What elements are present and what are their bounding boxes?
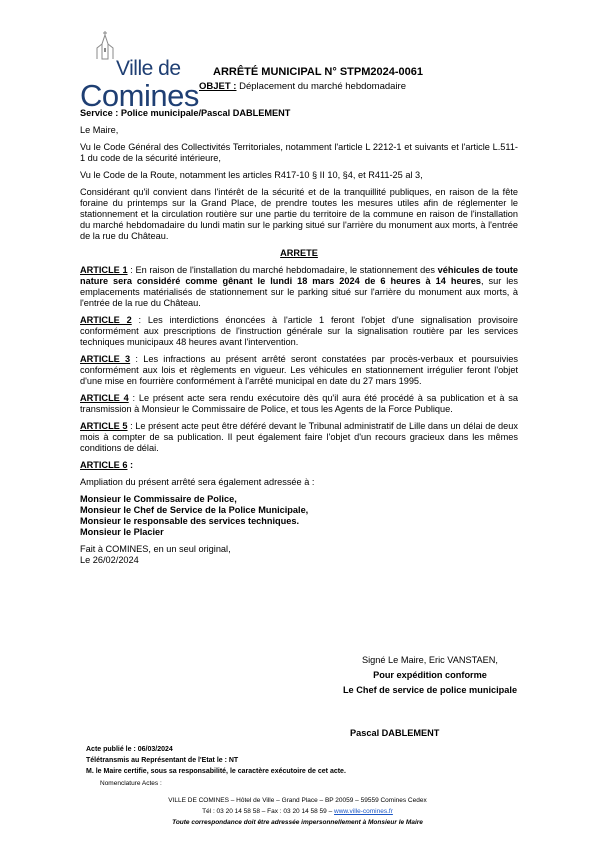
article-5-label: ARTICLE 5	[80, 421, 128, 431]
article-1	[80, 265, 518, 309]
decree-subject	[199, 81, 406, 92]
article-6-label: ARTICLE 6	[80, 460, 128, 470]
recipient-item: Monsieur le Placier	[80, 527, 164, 537]
footer-note: Toute correspondance doit être adressée impersonnellement à Monsieur le Maire	[172, 819, 423, 826]
article-1-text-a: : En raison de l'installation du marché hebdomadaire, le stationnement des	[127, 265, 438, 275]
publication-date: Acte publié le : 06/03/2024	[86, 746, 173, 753]
signatory-name: Pascal DABLEMENT	[350, 728, 440, 738]
article-3-label: ARTICLE 3	[80, 354, 131, 364]
logo-text-ville: Ville de	[116, 57, 181, 80]
arrete-heading: ARRETE	[280, 248, 318, 258]
service-line: Service : Police municipale/Pascal DABLEMENT	[80, 108, 291, 118]
signature-mayor: Signé Le Maire, Eric VANSTAEN,	[362, 655, 498, 665]
nomenclature-line: Nomenclature Actes :	[100, 780, 162, 787]
article-6-text: :	[127, 460, 134, 470]
article-4-text: : Le présent acte sera rendu exécutoire dès qu'il aura été procédé à sa publication et à sa transmission à Monsieur le Commissaire de Police, et tous les Agents de la Force Publique.	[80, 393, 518, 414]
subject-text: Déplacement du marché hebdomadaire	[236, 81, 406, 92]
certification-line: M. le Maire certifie, sous sa responsabilité, le caractère exécutoire de cet acte.	[86, 768, 346, 775]
logo-text-comines: Comines	[80, 78, 199, 113]
church-icon	[94, 30, 116, 60]
footer-website-link[interactable]: www.ville-comines.fr	[334, 808, 393, 815]
recipient-item: Monsieur le responsable des services techniques.	[80, 516, 300, 526]
footer-address: VILLE DE COMINES – Hôtel de Ville – Grand Place – BP 20059 – 59559 Comines Cedex	[168, 797, 427, 804]
legal-basis-1: Vu le Code Général des Collectivités Territoriales, notamment l'article L 2212-1 et suivants et l'article L.511-1 du code de la sécurité intérieure,	[80, 142, 518, 163]
decree-title: ARRÊTÉ MUNICIPAL N° STPM2024-0061	[213, 66, 423, 78]
transmission-line: Télétransmis au Représentant de l'Etat le : NT	[86, 757, 239, 764]
decree-date: Le 26/02/2024	[80, 555, 139, 565]
recipient-item: Monsieur le Commissaire de Police,	[80, 494, 237, 504]
mayor-line: Le Maire,	[80, 125, 119, 135]
article-3-text: : Les infractions au présent arrêté seront constatées par procès-verbaux et poursuivies conformément aux lois et règlements en vigueur. Les véhicules en stationnement irrégulier feront l'objet d'une mise en fourrière conformément à l'arrêté municipal en date du 27 mars 1995.	[80, 354, 518, 386]
recipient-list	[80, 494, 518, 538]
article-1-text-b: , sur les emplacements matérialisés de stationnement sur le parking situé sur l'arrière du monument aux morts, à l'entrée de la rue du Château.	[80, 276, 518, 308]
legal-basis-2: Vu le Code de la Route, notamment les articles R417-10 § II 10, §4, et R411-25 al 3,	[80, 170, 423, 180]
footer-contact	[70, 808, 525, 815]
article-5	[80, 421, 518, 454]
article-1-text-bold: véhicules de toute nature sera considéré comme gênant le lundi 18 mars 2024 de 6 heures à 14 heures	[80, 265, 518, 286]
article-4-label: ARTICLE 4	[80, 393, 129, 403]
city-logo	[80, 30, 199, 113]
decree-body	[80, 108, 518, 566]
signature-conformity: Pour expédition conforme	[373, 670, 487, 680]
article-2-text: : Les interdictions énoncées à l'article 1 feront l'objet d'une signalisation provisoire conformément aux prescriptions de l'instruction générale sur la signalisation routière par les services techniques municipaux 48 heures avant l'intervention.	[80, 315, 518, 347]
article-1-label: ARTICLE 1	[80, 265, 128, 275]
article-2	[80, 315, 518, 348]
signature-chief-title: Le Chef de service de police municipale	[342, 685, 518, 695]
article-5-text: : Le présent acte peut être déféré devant le Tribunal administratif de Lille dans un délai de deux mois à compter de sa publication. Il peut également faire l'objet d'un recours gracieux dans les mêmes conditions de délai.	[80, 421, 518, 453]
recipient-item: Monsieur le Chef de Service de la Police Municipale,	[80, 505, 309, 515]
article-6	[80, 460, 518, 471]
subject-label: OBJET :	[199, 81, 237, 92]
considerant-paragraph: Considérant qu'il convient dans l'intérêt de la sécurité et de la tranquillité publiques, en raison de la fête foraine du printemps sur la Grand Place, de prendre toutes les mesures utiles afin de réglementer le stationnement et la circulation routière sur une partie du territoire de la commune en raison de l'installation du marché hebdomadaire du lundi matin sur le parking situé sur l'arrière du monument aux morts, à l'entrée de la rue du Château.	[80, 187, 518, 241]
article-4	[80, 393, 518, 415]
article-3	[80, 354, 518, 387]
article-2-label: ARTICLE 2	[80, 315, 132, 325]
fait-a-line: Fait à COMINES, en un seul original,	[80, 544, 231, 554]
footer-phone-fax: Tél : 03 20 14 58 58 – Fax : 03 20 14 58 59 –	[202, 808, 335, 815]
ampliation-line: Ampliation du présent arrêté sera également adressée à :	[80, 477, 315, 487]
